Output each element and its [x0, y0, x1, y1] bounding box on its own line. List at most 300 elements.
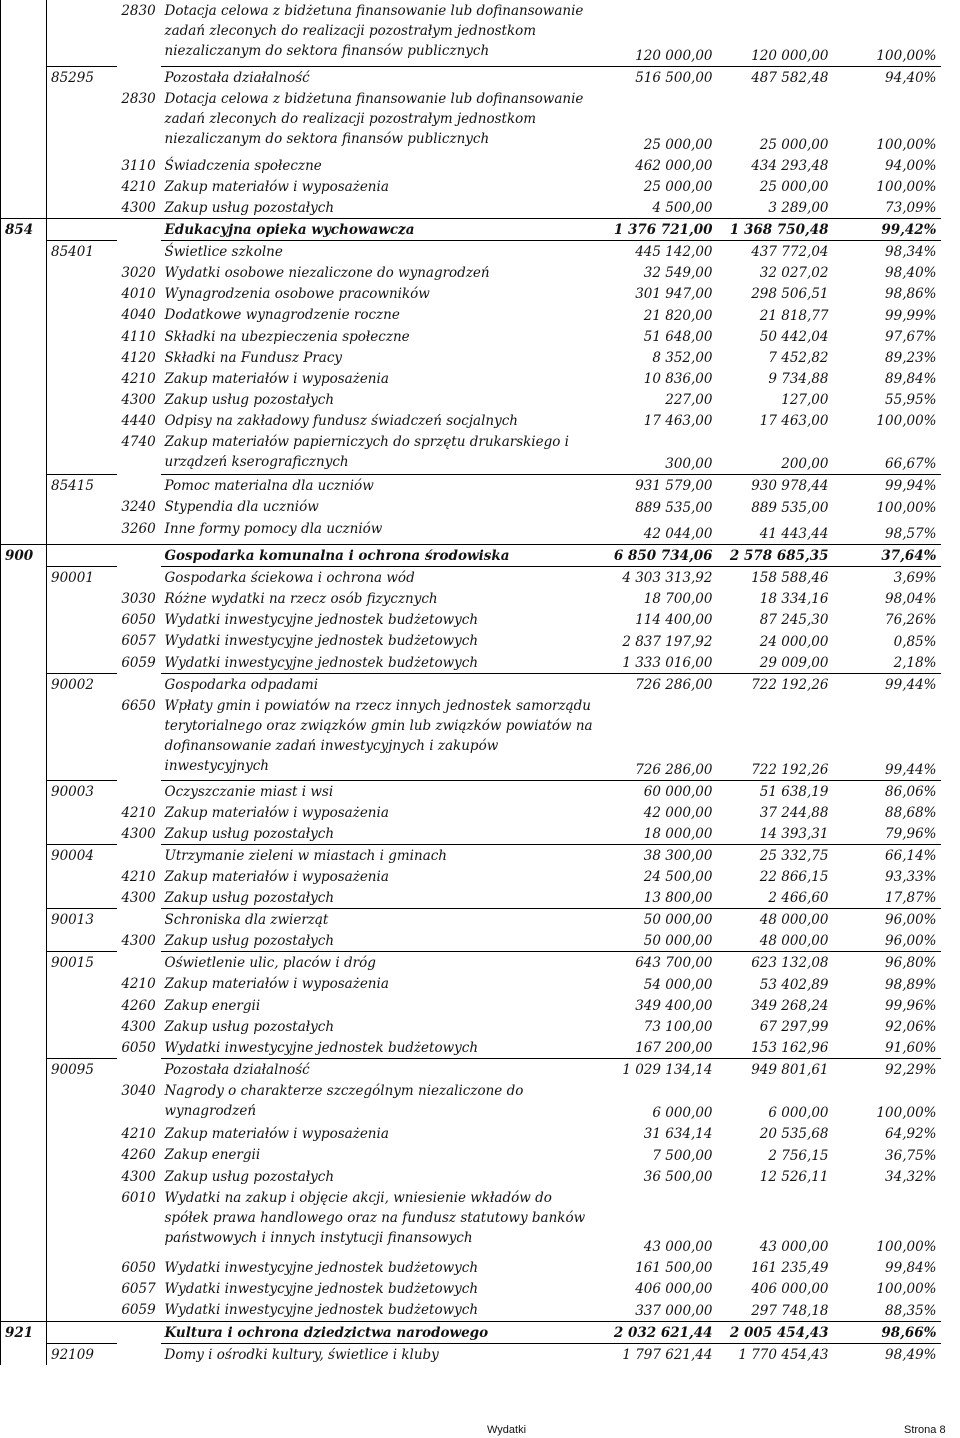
- execution-value: 127,00: [781, 392, 829, 408]
- execution-percent: 100,00%: [876, 178, 937, 195]
- plan-value: 161 500,00: [635, 1260, 713, 1276]
- row-description: Wydatki na zakup i objęcie akcji, wniesienie wkładów do spółek prawa handlowego oraz na fundusz statutowy banków państwowych i innych instytucji finansowych: [164, 1190, 586, 1246]
- rozdzial-code: [47, 1080, 117, 1123]
- execution-percent: 98,57%: [885, 526, 937, 542]
- table-row-par: [1, 176, 941, 197]
- table-row-par: [1, 930, 941, 952]
- plan-value: 1 376 721,00: [601, 218, 717, 240]
- dzial-code: [1, 845, 47, 867]
- dzial-code: [1, 695, 47, 780]
- table-row-par: [1, 431, 941, 474]
- row-description: Zakup materiałów i wyposażenia: [164, 178, 389, 195]
- dzial-code: [1, 630, 47, 652]
- row-description: Pomoc materialna dla uczniów: [161, 474, 601, 496]
- execution-percent: 99,44%: [833, 674, 941, 696]
- rozdzial-code: [47, 1187, 117, 1257]
- dzial-code: [1, 995, 47, 1016]
- row-description: Domy i ośrodki kultury, świetlice i kluby: [161, 1343, 601, 1365]
- dzial-code: [1, 609, 47, 630]
- dzial-code: [1, 973, 47, 995]
- paragraf-code: 4300: [121, 933, 156, 949]
- plan-value: 51 648,00: [643, 329, 713, 345]
- rozdzial-code: [47, 1037, 117, 1059]
- execution-percent: 99,99%: [885, 308, 937, 324]
- execution-percent: 88,35%: [885, 1302, 937, 1319]
- rozdzial-code: 90004: [47, 845, 117, 867]
- execution-value: 12 526,11: [759, 1169, 829, 1185]
- execution-percent: 92,06%: [885, 1019, 937, 1035]
- paragraf-code: 2830: [121, 3, 156, 19]
- table-row-par: [1, 695, 941, 780]
- execution-value: 50 442,04: [759, 329, 829, 345]
- paragraf-code: 3240: [121, 498, 156, 515]
- execution-value: 41 443,44: [759, 526, 829, 542]
- paragraf-code: 6059: [121, 655, 156, 671]
- dzial-code: [1, 952, 47, 974]
- row-description: Zakup usług pozostałych: [164, 825, 335, 842]
- table-row-par: [1, 1123, 941, 1144]
- rozdzial-code: 90013: [47, 909, 117, 931]
- dzial-code: [1, 262, 47, 283]
- plan-value: 6 000,00: [652, 1105, 713, 1121]
- table-row-par: [1, 1187, 941, 1257]
- plan-value: 73 100,00: [643, 1019, 713, 1035]
- execution-percent: 3,69%: [833, 567, 941, 589]
- paragraf-code: 4300: [121, 1019, 156, 1035]
- execution-value: 2 005 454,43: [717, 1321, 833, 1343]
- execution-value: 349 268,24: [751, 998, 829, 1014]
- execution-percent: 100,00%: [876, 1239, 937, 1255]
- table-row-par: [1, 973, 941, 995]
- execution-percent: 66,14%: [833, 845, 941, 867]
- rozdzial-code: 90095: [47, 1059, 117, 1081]
- row-description: Wynagrodzenia osobowe pracowników: [164, 286, 430, 302]
- paragraf-code: 4110: [121, 329, 156, 345]
- paragraf-code: 4210: [121, 869, 156, 885]
- table-row-rozdzial: [1, 66, 941, 88]
- table-row-par: [1, 1144, 941, 1166]
- execution-percent: 34,32%: [885, 1169, 937, 1185]
- paragraf-code: 4210: [121, 1126, 156, 1142]
- table-row-rozdzial: [1, 474, 941, 496]
- dzial-code: [1, 866, 47, 887]
- execution-value: 17 463,00: [759, 413, 829, 429]
- dzial-code: [1, 588, 47, 609]
- plan-value: 32 549,00: [643, 265, 713, 281]
- execution-value: 24 000,00: [759, 634, 829, 650]
- execution-value: 25 000,00: [759, 136, 829, 153]
- table-row-par: [1, 0, 941, 66]
- paragraf-code: 6650: [121, 698, 156, 714]
- rozdzial-code: [47, 0, 117, 66]
- execution-value: 161 235,49: [751, 1260, 829, 1276]
- table-row-par: [1, 995, 941, 1016]
- rozdzial-code: [47, 1321, 117, 1343]
- rozdzial-code: [47, 1123, 117, 1144]
- execution-value: 87 245,30: [759, 612, 829, 628]
- execution-value: 25 000,00: [759, 178, 829, 195]
- execution-value: 889 535,00: [751, 499, 829, 516]
- paragraf-code: 6010: [121, 1190, 156, 1206]
- rozdzial-code: [47, 1257, 117, 1278]
- execution-value: 29 009,00: [759, 655, 829, 671]
- execution-percent: 98,04%: [885, 591, 937, 607]
- plan-value: 60 000,00: [601, 780, 717, 802]
- execution-percent: 89,23%: [885, 350, 937, 366]
- dzial-code: [1, 518, 47, 545]
- plan-value: 13 800,00: [643, 890, 713, 906]
- row-description: Nagrody o charakterze szczególnym niezaliczone do wynagrodzeń: [164, 1083, 524, 1119]
- footer-section-label: Wydatki: [487, 1424, 527, 1436]
- rozdzial-code: [47, 368, 117, 389]
- execution-value: 297 748,18: [751, 1302, 829, 1319]
- table-row-par: [1, 304, 941, 326]
- execution-value: 1 368 750,48: [717, 218, 833, 240]
- rozdzial-code: 90001: [47, 567, 117, 589]
- rozdzial-code: [47, 1016, 117, 1037]
- table-row-par: [1, 155, 941, 176]
- execution-value: 20 535,68: [759, 1126, 829, 1142]
- plan-value: 726 286,00: [601, 674, 717, 696]
- row-description: Świadczenia społeczne: [164, 157, 322, 174]
- execution-percent: 92,29%: [833, 1059, 941, 1081]
- table-row-par: [1, 1278, 941, 1299]
- execution-value: 43 000,00: [759, 1239, 829, 1255]
- execution-percent: 99,42%: [833, 218, 941, 240]
- row-description: Dodatkowe wynagrodzenie roczne: [164, 307, 400, 323]
- row-description: Zakup energii: [164, 1147, 261, 1163]
- plan-value: 462 000,00: [635, 157, 713, 174]
- row-description: Kultura i ochrona dziedzictwa narodowego: [161, 1321, 601, 1343]
- dzial-code: [1, 304, 47, 326]
- table-row-par: [1, 518, 941, 545]
- execution-value: 2 756,15: [768, 1148, 829, 1164]
- execution-value: 930 978,44: [717, 474, 833, 496]
- table-row-rozdzial: [1, 845, 941, 867]
- rozdzial-code: [47, 609, 117, 630]
- execution-value: 437 772,04: [717, 240, 833, 262]
- execution-value: 2 578 685,35: [717, 545, 833, 567]
- row-description: Wpłaty gmin i powiatów na rzecz innych jednostek samorządu terytorialnego oraz związków gmin lub związków powiatów na dofinansowanie zadań inwestycyjnych i zakupów inwestycyjnych: [164, 698, 593, 774]
- rozdzial-code: 90003: [47, 780, 117, 802]
- table-row-par: [1, 347, 941, 368]
- paragraf-code: 4300: [121, 1169, 156, 1185]
- paragraf-code: [117, 218, 161, 240]
- execution-percent: 98,40%: [885, 265, 937, 281]
- execution-value: 487 582,48: [717, 66, 833, 88]
- row-description: Zakup usług pozostałych: [164, 1019, 335, 1035]
- execution-percent: 79,96%: [885, 826, 937, 842]
- execution-value: 37 244,88: [759, 804, 829, 821]
- table-row-par: [1, 866, 941, 887]
- execution-value: 406 000,00: [751, 1281, 829, 1297]
- execution-percent: 89,84%: [885, 371, 937, 387]
- row-description: Oczyszczanie miast i wsi: [161, 780, 601, 802]
- rozdzial-code: [47, 431, 117, 474]
- dzial-code: 921: [1, 1321, 47, 1343]
- execution-percent: 76,26%: [885, 612, 937, 628]
- paragraf-code: [117, 952, 161, 974]
- rozdzial-code: [47, 823, 117, 845]
- execution-value: 949 801,61: [717, 1059, 833, 1081]
- rozdzial-code: [47, 88, 117, 155]
- execution-percent: 96,00%: [833, 909, 941, 931]
- table-row-rozdzial: [1, 1343, 941, 1365]
- row-description: Zakup materiałów i wyposażenia: [164, 1126, 389, 1142]
- rozdzial-code: [47, 155, 117, 176]
- dzial-code: [1, 1016, 47, 1037]
- rozdzial-code: [47, 652, 117, 674]
- plan-value: 24 500,00: [643, 869, 713, 885]
- paragraf-code: 3030: [121, 591, 156, 607]
- rozdzial-code: [47, 283, 117, 304]
- table-row-par: [1, 1016, 941, 1037]
- rozdzial-code: 85295: [47, 66, 117, 88]
- execution-value: 32 027,02: [759, 265, 829, 281]
- execution-percent: 64,92%: [885, 1126, 937, 1142]
- row-description: Utrzymanie zieleni w miastach i gminach: [161, 845, 601, 867]
- paragraf-code: 6050: [121, 1260, 156, 1276]
- execution-percent: 2,18%: [893, 655, 937, 671]
- dzial-code: [1, 887, 47, 909]
- paragraf-code: 4120: [121, 350, 156, 366]
- execution-percent: 100,00%: [876, 499, 937, 516]
- dzial-code: [1, 283, 47, 304]
- table-row-rozdzial: [1, 780, 941, 802]
- row-description: Zakup materiałów papierniczych do sprzętu drukarskiego i urządzeń kserograficznych: [164, 434, 569, 470]
- plan-value: 10 836,00: [643, 371, 713, 387]
- paragraf-code: [117, 674, 161, 696]
- execution-percent: 100,00%: [876, 136, 937, 153]
- dzial-code: [1, 1123, 47, 1144]
- dzial-code: [1, 1343, 47, 1365]
- rozdzial-code: [47, 262, 117, 283]
- paragraf-code: [117, 845, 161, 867]
- table-row-par: [1, 1166, 941, 1187]
- execution-percent: 73,09%: [885, 199, 937, 216]
- rozdzial-code: [47, 545, 117, 567]
- table-row-par: [1, 410, 941, 431]
- row-description: Świetlice szkolne: [161, 240, 601, 262]
- paragraf-code: [117, 240, 161, 262]
- dzial-code: [1, 823, 47, 845]
- paragraf-code: 6057: [121, 1281, 156, 1297]
- execution-percent: 99,94%: [833, 474, 941, 496]
- execution-percent: 98,66%: [833, 1321, 941, 1343]
- rozdzial-code: [47, 410, 117, 431]
- rozdzial-code: [47, 1278, 117, 1299]
- dzial-code: 854: [1, 218, 47, 240]
- plan-value: 516 500,00: [601, 66, 717, 88]
- paragraf-code: 4260: [121, 1147, 156, 1163]
- execution-value: 25 332,75: [717, 845, 833, 867]
- row-description: Zakup usług pozostałych: [164, 1169, 335, 1185]
- execution-percent: 100,00%: [876, 413, 937, 429]
- row-description: Pozostała działalność: [161, 1059, 601, 1081]
- paragraf-code: 4300: [121, 199, 156, 216]
- execution-value: 158 588,46: [717, 567, 833, 589]
- execution-value: 3 289,00: [768, 199, 829, 216]
- plan-value: 349 400,00: [635, 998, 713, 1014]
- paragraf-code: 3040: [121, 1083, 156, 1099]
- plan-value: 7 500,00: [652, 1148, 713, 1164]
- paragraf-code: 4260: [121, 998, 156, 1014]
- rozdzial-code: 90015: [47, 952, 117, 974]
- rozdzial-code: [47, 496, 117, 518]
- table-row-rozdzial: [1, 674, 941, 696]
- row-description: Zakup materiałów i wyposażenia: [164, 869, 389, 885]
- dzial-code: [1, 1278, 47, 1299]
- paragraf-code: 4210: [121, 976, 156, 992]
- dzial-code: [1, 431, 47, 474]
- execution-percent: 100,00%: [876, 47, 937, 64]
- row-description: Edukacyjna opieka wychowawcza: [161, 218, 601, 240]
- paragraf-code: 3020: [121, 265, 156, 281]
- row-description: Wydatki inwestycyjne jednostek budżetowych: [164, 1040, 479, 1056]
- execution-value: 48 000,00: [759, 933, 829, 949]
- row-description: Dotacja celowa z bidżetuna finansowanie lub dofinansowanie zadań zleconych do realizacji pozostrałym jednostkom niezaliczanym do sektora finansów publicznych: [164, 90, 584, 147]
- plan-value: 42 000,00: [643, 804, 713, 821]
- execution-value: 14 393,31: [759, 826, 829, 842]
- plan-value: 300,00: [665, 455, 713, 472]
- plan-value: 31 634,14: [643, 1126, 713, 1142]
- dzial-code: [1, 1059, 47, 1081]
- execution-value: 153 162,96: [751, 1040, 829, 1056]
- execution-value: 67 297,99: [759, 1019, 829, 1035]
- plan-value: 2 837 197,92: [622, 634, 713, 650]
- dzial-code: [1, 197, 47, 219]
- rozdzial-code: 85401: [47, 240, 117, 262]
- table-row-par: [1, 588, 941, 609]
- execution-value: 2 466,60: [768, 890, 829, 906]
- execution-value: 18 334,16: [759, 591, 829, 607]
- dzial-code: [1, 88, 47, 155]
- table-row-par: [1, 1299, 941, 1321]
- paragraf-code: [117, 545, 161, 567]
- plan-value: 8 352,00: [652, 350, 713, 366]
- paragraf-code: [117, 1343, 161, 1365]
- rozdzial-code: [47, 326, 117, 347]
- row-description: Wydatki inwestycyjne jednostek budżetowych: [164, 633, 479, 649]
- plan-value: 2 032 621,44: [601, 1321, 717, 1343]
- rozdzial-code: [47, 995, 117, 1016]
- execution-percent: 86,06%: [833, 780, 941, 802]
- rozdzial-code: [47, 973, 117, 995]
- execution-value: 623 132,08: [717, 952, 833, 974]
- plan-value: 1 797 621,44: [601, 1343, 717, 1365]
- row-description: Wydatki inwestycyjne jednostek budżetowych: [164, 1281, 479, 1297]
- rozdzial-code: 90002: [47, 674, 117, 696]
- execution-percent: 94,40%: [833, 66, 941, 88]
- row-description: Oświetlenie ulic, placów i dróg: [161, 952, 601, 974]
- dzial-code: [1, 909, 47, 931]
- plan-value: 889 535,00: [635, 499, 713, 516]
- row-description: Zakup energii: [164, 998, 261, 1014]
- plan-value: 18 000,00: [643, 826, 713, 842]
- row-description: Odpisy na zakładowy fundusz świadczeń socjalnych: [164, 413, 518, 429]
- paragraf-code: 4300: [121, 890, 156, 906]
- dzial-code: [1, 930, 47, 952]
- row-description: Pozostała działalność: [161, 66, 601, 88]
- paragraf-code: [117, 567, 161, 589]
- execution-percent: 98,49%: [833, 1343, 941, 1365]
- paragraf-code: [117, 1321, 161, 1343]
- row-description: Wydatki inwestycyjne jednostek budżetowych: [164, 1302, 479, 1318]
- plan-value: 50 000,00: [601, 909, 717, 931]
- execution-percent: 99,96%: [885, 998, 937, 1014]
- row-description: Wydatki inwestycyjne jednostek budżetowych: [164, 612, 479, 628]
- rozdzial-code: [47, 1166, 117, 1187]
- plan-value: 4 500,00: [652, 199, 713, 216]
- execution-value: 7 452,82: [768, 350, 829, 366]
- execution-percent: 17,87%: [885, 890, 937, 906]
- table-row-par: [1, 630, 941, 652]
- table-row-dzial: [1, 218, 941, 240]
- plan-value: 38 300,00: [601, 845, 717, 867]
- table-row-dzial: [1, 545, 941, 567]
- execution-percent: 99,84%: [885, 1260, 937, 1276]
- plan-value: 17 463,00: [643, 413, 713, 429]
- dzial-code: [1, 347, 47, 368]
- table-row-rozdzial: [1, 240, 941, 262]
- dzial-code: [1, 368, 47, 389]
- execution-percent: 97,67%: [885, 329, 937, 345]
- plan-value: 50 000,00: [643, 933, 713, 949]
- dzial-code: [1, 1080, 47, 1123]
- execution-value: 722 192,26: [717, 674, 833, 696]
- row-description: Zakup usług pozostałych: [164, 199, 335, 216]
- plan-value: 43 000,00: [643, 1239, 713, 1255]
- table-row-par: [1, 326, 941, 347]
- row-description: Składki na ubezpieczenia społeczne: [164, 329, 410, 345]
- execution-value: 298 506,51: [751, 286, 829, 302]
- rozdzial-code: [47, 588, 117, 609]
- row-description: Gospodarka odpadami: [161, 674, 601, 696]
- execution-value: 200,00: [781, 455, 829, 472]
- execution-value: 51 638,19: [717, 780, 833, 802]
- row-description: Wydatki osobowe niezaliczone do wynagrodzeń: [164, 265, 490, 281]
- paragraf-code: 6057: [121, 633, 156, 649]
- execution-value: 120 000,00: [751, 47, 829, 64]
- execution-value: 722 192,26: [751, 761, 829, 778]
- paragraf-code: 4210: [121, 371, 156, 387]
- paragraf-code: 4300: [121, 392, 156, 408]
- rozdzial-code: [47, 802, 117, 823]
- rozdzial-code: [47, 1299, 117, 1321]
- table-row-rozdzial: [1, 567, 941, 589]
- dzial-code: [1, 155, 47, 176]
- dzial-code: [1, 496, 47, 518]
- paragraf-code: 3260: [121, 520, 156, 537]
- dzial-code: [1, 389, 47, 410]
- plan-value: 6 850 734,06: [601, 545, 717, 567]
- paragraf-code: 6050: [121, 612, 156, 628]
- plan-value: 301 947,00: [635, 286, 713, 302]
- table-row-par: [1, 389, 941, 410]
- rozdzial-code: [47, 518, 117, 545]
- execution-value: 9 734,88: [768, 371, 829, 387]
- row-description: Schroniska dla zwierząt: [161, 909, 601, 931]
- execution-percent: 100,00%: [876, 1281, 937, 1297]
- paragraf-code: 6050: [121, 1040, 156, 1056]
- plan-value: 406 000,00: [635, 1281, 713, 1297]
- execution-percent: 37,64%: [833, 545, 941, 567]
- paragraf-code: [117, 780, 161, 802]
- plan-value: 1 029 134,14: [601, 1059, 717, 1081]
- dzial-code: [1, 652, 47, 674]
- table-row-par: [1, 496, 941, 518]
- rozdzial-code: [47, 866, 117, 887]
